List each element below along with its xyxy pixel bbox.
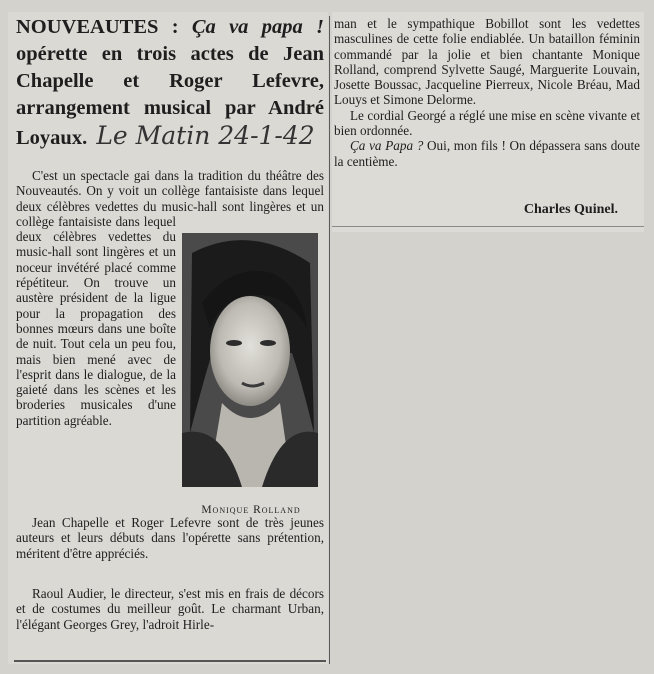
headline-section: NOUVEAUTES : <box>16 16 179 38</box>
column-divider <box>329 16 330 664</box>
right-paragraph-3-text: Oui, mon fils ! On dépassera sans doute la centième. <box>334 138 640 169</box>
article-intro-wrap <box>16 215 176 515</box>
portrait-photo <box>182 233 318 487</box>
article-intro-flow: collège fantaisiste dans lequel deux célèbres vedettes du music-hall sont lingères et un noceur invétéré placé comme répétiteur. On trouve un austère président de la ligue pour la propagation des bonnes mœurs dans une boîte de nuit. Tout cela un peu fou, mais bien mené avec de l'esprit dans le dialogue, de la gaieté dans les scènes et les broderies musicales d'une partition agréable. <box>16 215 176 428</box>
author-signature: Charles Quinel. <box>523 202 618 217</box>
headline-title: Ça va papa ! <box>191 16 325 38</box>
headline-rest: opérette en trois actes de Jean Chapelle et Roger Lefevre, arrangement musical par André Loyaux. <box>16 43 324 149</box>
article-intro-text: C'est un spectacle gai dans la tradition du théâtre des Nouveautés. On y voit un collège fantaisiste dans lequel deux célèbres vedettes du music-hall sont lingères et un <box>16 168 324 214</box>
headline <box>16 14 324 152</box>
article-right-column <box>334 16 640 169</box>
photo-caption: Monique Rolland <box>201 504 301 516</box>
bottom-rule <box>14 660 326 662</box>
handwritten-note: Le Matin 24-1-42 <box>96 121 315 150</box>
article-paragraph-3 <box>16 586 324 632</box>
article-paragraph-3-text: Raoul Audier, le directeur, s'est mis en frais de décors et de costumes du meilleur goût. Le charmant Urban, l'élégant Georges Grey, l'adroit Hirle- <box>16 586 324 632</box>
right-paragraph-3 <box>334 138 640 169</box>
right-paragraph-3-em: Ça va Papa ? <box>350 138 424 154</box>
article-paragraph-2 <box>16 515 324 561</box>
article-paragraph-2-text: Jean Chapelle et Roger Lefevre sont de très jeunes auteurs et leurs débuts dans l'opérette sans prétention, méritent d'être appréciés. <box>16 515 324 561</box>
article-intro <box>16 168 324 215</box>
portrait-image <box>182 233 318 487</box>
right-paragraph-1: man et le sympathique Bobillot sont les vedettes masculines de cette folie endiablée. Un bataillon féminin commandé par la jolie et bien chantante Monique Rolland, comprend Sylvette Saugé, Marguerite Louvain, Josette Boussac, Jacqueline Pierreux, Nicole Bréau, Mad Louys et Simone Delorme. <box>334 16 640 108</box>
right-paragraph-2: Le cordial Georgé a réglé une mise en scène vivante et bien ordonnée. <box>334 107 640 139</box>
right-column-rule <box>332 226 644 227</box>
